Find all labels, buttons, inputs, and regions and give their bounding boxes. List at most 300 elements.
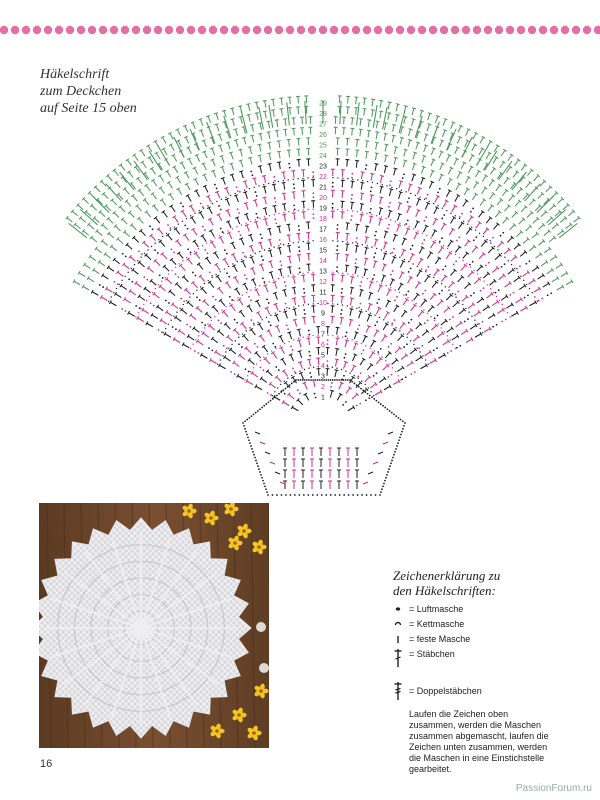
stitch-mark: [161, 252, 167, 258]
stitch-mark: [374, 321, 378, 326]
stitch-mark: [241, 260, 246, 267]
stitch-mark: [209, 230, 214, 237]
stitch-mark: [301, 459, 305, 467]
stitch-mark: [138, 261, 145, 267]
stitch-mark: [297, 329, 301, 336]
stitch-mark: [306, 253, 310, 260]
stitch-mark: [472, 246, 478, 253]
legend-item-slip: [393, 617, 593, 632]
stitch-mark: [350, 128, 354, 135]
stitch-mark: [350, 277, 354, 284]
stitch-mark: [237, 298, 243, 305]
stitch-mark: [289, 354, 294, 361]
stitch-mark: [223, 345, 228, 349]
stitch-mark: [370, 173, 374, 180]
stitch-mark: [154, 259, 160, 265]
stitch-mark: [280, 261, 283, 267]
stitch-mark: [384, 133, 388, 140]
stitch-mark: [503, 217, 509, 224]
stitch-mark: [482, 187, 488, 194]
stitch-mark: [128, 278, 133, 282]
stitch-mark: [255, 351, 261, 357]
stitch-mark: [243, 192, 247, 199]
stitch-mark: [126, 159, 132, 166]
stitch-mark: [336, 138, 340, 145]
stitch-mark: [355, 237, 358, 243]
stitch-mark: [191, 281, 197, 288]
stitch-mark: [431, 241, 436, 248]
stitch-mark: [82, 285, 89, 290]
stitch-mark: [214, 263, 220, 270]
stitch-mark: [229, 152, 233, 159]
stitch-mark: [193, 240, 199, 247]
stitch-mark: [203, 185, 208, 192]
stitch-mark: [227, 232, 232, 239]
stitch-mark: [446, 294, 452, 300]
stitch-mark: [345, 265, 349, 272]
stitch-mark: [311, 201, 315, 208]
stitch-mark: [328, 459, 332, 467]
stitch-mark: [282, 214, 286, 221]
stitch-mark: [506, 303, 513, 308]
stitch-mark: [287, 150, 291, 157]
stitch-mark: [252, 178, 256, 185]
stitch-mark: [283, 129, 287, 136]
stitch-mark: [246, 104, 250, 111]
stitch-mark: [233, 361, 240, 367]
stitch-mark: [563, 203, 570, 209]
stitch-mark: [374, 330, 379, 337]
stitch-mark: [168, 193, 174, 200]
stitch-mark: [388, 202, 391, 208]
stitch-mark: [247, 305, 252, 312]
stitch-mark: [509, 194, 515, 201]
stitch-mark: [501, 295, 508, 301]
row-number-label: 11: [319, 289, 327, 297]
stitch-mark: [387, 289, 392, 296]
stitch-mark: [225, 281, 231, 288]
stitch-mark: [351, 194, 353, 200]
stitch-mark: [499, 274, 506, 280]
stitch-mark: [371, 99, 375, 106]
stitch-mark: [208, 347, 213, 351]
stitch-mark: [361, 388, 368, 394]
stitch-mark: [346, 233, 350, 240]
stitch-mark: [274, 314, 279, 321]
row-number-label: 6: [321, 342, 325, 349]
row-number-label: 3: [321, 373, 325, 381]
stitch-mark: [504, 248, 510, 254]
stitch-mark: [514, 243, 521, 249]
stitch-mark: [159, 285, 166, 291]
stitch-mark: [202, 226, 206, 231]
legend-label: = Stäbchen: [409, 649, 455, 659]
diagram-row-numbers: [319, 101, 327, 402]
stitch-mark: [200, 353, 207, 358]
stitch-mark: [516, 265, 521, 269]
stitch-mark: [405, 291, 409, 296]
stitch-mark: [521, 205, 527, 211]
stitch-mark: [355, 160, 359, 167]
stitch-mark: [495, 253, 501, 259]
stitch-mark: [296, 107, 300, 114]
stitch-mark: [345, 159, 349, 166]
stitch-mark: [99, 284, 104, 288]
stitch-mark: [552, 223, 559, 229]
stitch-mark: [382, 275, 387, 282]
row-number-label: 5: [321, 352, 325, 360]
stitch-mark: [486, 216, 492, 223]
stitch-mark: [326, 327, 330, 334]
stitch-mark: [385, 144, 389, 151]
stitch-mark: [258, 155, 262, 162]
stitch-mark: [399, 272, 404, 279]
stitch-mark: [363, 98, 367, 105]
stitch-mark: [214, 184, 217, 189]
stitch-mark: [574, 216, 581, 222]
stitch-mark: [129, 289, 136, 295]
stitch-mark: [346, 138, 350, 145]
stitch-mark: [165, 300, 170, 304]
stitch-mark: [365, 237, 369, 244]
stitch-mark: [142, 308, 149, 313]
stitch-mark: [316, 348, 320, 355]
stitch-mark: [343, 353, 346, 359]
stitch-mark: [354, 332, 358, 339]
stitch-mark: [489, 192, 495, 199]
stitch-mark: [164, 332, 171, 337]
stitch-mark: [259, 335, 265, 342]
stitch-mark: [477, 265, 483, 271]
stitch-mark: [234, 195, 238, 202]
stitch-mark: [350, 287, 354, 294]
stitch-mark: [220, 166, 224, 173]
stitch-mark: [292, 368, 296, 373]
stitch-mark: [346, 459, 350, 467]
stitch-mark: [435, 195, 440, 202]
stitch-mark: [102, 192, 108, 198]
stitch-mark: [232, 265, 237, 272]
stitch-mark: [145, 253, 151, 259]
stitch-mark: [392, 135, 396, 142]
stitch-mark: [389, 180, 392, 186]
stitch-mark: [532, 232, 539, 238]
stitch-mark: [337, 459, 341, 467]
stitch-mark: [101, 274, 108, 280]
stitch-mark: [380, 186, 384, 193]
stitch-mark: [219, 364, 226, 369]
stitch-mark: [350, 308, 354, 315]
stitch-mark: [340, 317, 344, 324]
stitch-mark: [292, 448, 296, 456]
stitch-mark: [485, 262, 490, 267]
stitch-mark: [336, 148, 340, 155]
stitch-mark: [245, 347, 251, 353]
stitch-mark: [254, 221, 258, 228]
stitch-mark: [497, 241, 503, 247]
stitch-mark: [547, 268, 554, 274]
stitch-mark: [268, 321, 272, 326]
stitch-mark: [257, 323, 262, 330]
stitch-mark: [418, 310, 424, 317]
stitch-mark: [561, 271, 568, 276]
stitch-mark: [171, 248, 175, 253]
stitch-mark: [214, 350, 221, 356]
stitch-mark: [328, 470, 332, 478]
stitch-mark: [202, 174, 207, 181]
stitch-legend: [393, 568, 593, 775]
single-crochet-icon: [393, 632, 407, 646]
stitch-mark: [311, 295, 315, 302]
stitch-mark: [135, 205, 141, 212]
stitch-mark: [194, 350, 199, 354]
stitch-mark: [212, 305, 218, 311]
treble-crochet-icon: [393, 681, 407, 701]
stitch-mark: [382, 335, 388, 342]
stitch-mark: [204, 249, 208, 254]
stitch-mark: [417, 270, 422, 277]
stitch-mark: [512, 211, 518, 218]
stitch-mark: [331, 211, 335, 218]
stitch-mark: [121, 308, 126, 312]
stitch-mark: [261, 255, 264, 261]
stitch-mark: [187, 301, 194, 307]
stitch-mark: [442, 130, 447, 137]
stitch-mark: [345, 340, 349, 347]
stitch-mark: [523, 237, 530, 243]
stitch-mark: [260, 234, 263, 240]
stitch-mark: [398, 334, 404, 341]
stitch-mark: [384, 123, 388, 130]
stitch-mark: [543, 282, 550, 287]
stitch-mark: [544, 229, 551, 235]
stitch-mark: [184, 225, 188, 230]
stitch-mark: [374, 261, 378, 268]
stitch-mark: [311, 380, 315, 387]
stitch-mark: [260, 367, 265, 372]
stitch-mark: [416, 198, 421, 205]
stitch-mark: [374, 231, 377, 237]
stitch-mark: [152, 204, 158, 211]
stitch-mark: [292, 308, 296, 315]
stitch-mark: [242, 137, 246, 144]
stitch-mark: [541, 260, 548, 266]
stitch-mark: [422, 330, 429, 336]
stitch-mark: [341, 275, 345, 282]
stitch-mark: [345, 254, 349, 261]
stitch-mark: [474, 277, 480, 283]
stitch-mark: [484, 327, 491, 332]
stitch-mark: [209, 272, 213, 277]
stitch-mark: [515, 159, 521, 166]
stitch-mark: [100, 295, 107, 300]
stitch-mark: [489, 179, 495, 186]
stitch-mark: [341, 191, 345, 198]
stitch-mark: [552, 276, 559, 281]
stitch-mark: [379, 208, 383, 215]
stitch-mark: [128, 311, 135, 316]
stitch-mark: [129, 255, 136, 261]
stitch-mark: [462, 295, 469, 301]
stitch-mark: [230, 174, 234, 181]
stitch-mark: [557, 197, 563, 203]
stitch-mark: [408, 184, 412, 191]
stitch-mark: [244, 213, 248, 220]
stitch-mark: [523, 271, 530, 277]
stitch-mark: [293, 319, 297, 326]
stitch-mark: [271, 352, 277, 359]
stitch-mark: [311, 306, 315, 313]
stitch-mark: [87, 223, 94, 229]
stitch-mark: [255, 300, 260, 307]
stitch-mark: [311, 180, 315, 187]
stitch-mark: [229, 163, 233, 170]
stitch-mark: [249, 245, 253, 252]
stitch-mark: [310, 470, 314, 478]
stitch-mark: [185, 183, 190, 190]
stitch-mark: [239, 171, 243, 178]
stitch-mark: [319, 470, 323, 478]
stitch-mark: [367, 130, 371, 137]
stitch-mark: [296, 233, 300, 240]
stitch-mark: [500, 161, 506, 168]
stitch-mark: [476, 221, 482, 228]
stitch-mark: [367, 120, 371, 127]
stitch-mark: [292, 459, 296, 467]
stitch-mark: [229, 296, 233, 301]
stitch-mark: [186, 147, 191, 154]
stitch-mark: [73, 280, 80, 285]
stitch-mark: [425, 350, 432, 356]
stitch-mark: [135, 281, 142, 287]
stitch-mark: [184, 288, 190, 294]
stitch-mark: [490, 279, 497, 285]
stitch-mark: [447, 350, 452, 354]
stitch-mark: [511, 311, 518, 316]
stitch-mark: [233, 276, 238, 283]
stitch-mark: [279, 98, 283, 105]
stitch-mark: [306, 148, 310, 155]
stitch-mark: [375, 132, 379, 139]
stitch-mark: [211, 337, 218, 343]
stitch-mark: [273, 176, 276, 182]
stitch-mark: [350, 298, 354, 305]
stitch-mark: [316, 369, 320, 376]
stitch-mark: [190, 216, 195, 223]
stitch-mark: [266, 298, 269, 303]
stitch-mark: [230, 242, 235, 249]
stitch-mark: [168, 132, 173, 139]
stitch-mark: [520, 306, 527, 311]
stitch-mark: [194, 252, 200, 259]
stitch-mark: [142, 241, 148, 247]
stitch-mark: [191, 228, 197, 235]
stitch-mark: [359, 311, 363, 318]
stitch-mark: [492, 300, 499, 306]
stitch-mark: [508, 154, 514, 161]
stitch-mark: [292, 481, 296, 489]
scallop-mark: [69, 151, 162, 238]
stitch-mark: [141, 161, 147, 168]
stitch-mark: [296, 96, 300, 103]
legend-title-line-2: den Häkelschriften:: [393, 583, 496, 598]
stitch-mark: [147, 266, 154, 272]
stitch-mark: [538, 274, 545, 280]
stitch-mark: [455, 194, 460, 201]
stitch-mark: [296, 398, 302, 404]
stitch-mark: [104, 204, 110, 210]
stitch-mark: [218, 145, 222, 152]
stitch-mark: [424, 319, 429, 324]
stitch-mark: [208, 324, 215, 330]
stitch-mark: [123, 230, 129, 236]
stitch-mark: [327, 339, 329, 345]
stitch-mark: [120, 284, 127, 290]
stitch-mark: [175, 273, 180, 278]
stitch-mark: [382, 264, 386, 271]
stitch-mark: [297, 340, 301, 347]
stitch-mark: [239, 116, 243, 123]
stitch-mark: [268, 250, 272, 257]
legend-item-single: [393, 632, 593, 647]
stitch-mark: [170, 205, 176, 212]
stitch-mark: [282, 370, 288, 377]
stitch-mark: [428, 337, 435, 343]
row-number-label: 4: [321, 363, 325, 370]
stitch-mark: [521, 164, 527, 171]
stitch-mark: [238, 231, 241, 236]
stitch-mark: [209, 358, 216, 363]
stitch-mark: [180, 202, 184, 207]
stitch-mark: [279, 239, 282, 245]
stitch-mark: [437, 188, 441, 193]
stitch-mark: [459, 213, 463, 218]
stitch-mark: [237, 208, 240, 214]
stitch-mark: [370, 195, 374, 202]
stitch-mark: [308, 351, 311, 357]
stitch-mark: [421, 177, 425, 184]
stitch-mark: [384, 155, 388, 162]
stitch-mark: [364, 258, 368, 265]
stitch-mark: [206, 115, 210, 122]
stitch-mark: [326, 369, 330, 376]
stitch-mark: [248, 146, 252, 153]
stitch-mark: [463, 252, 469, 259]
stitch-mark: [160, 318, 167, 323]
stitch-mark: [250, 124, 254, 131]
stitch-mark: [414, 232, 419, 239]
stitch-mark: [336, 253, 340, 260]
stitch-mark: [167, 181, 172, 188]
stitch-mark: [151, 179, 157, 186]
stitch-mark: [442, 265, 446, 270]
stitch-mark: [272, 184, 276, 191]
stitch-mark: [379, 377, 386, 383]
stitch-mark: [221, 177, 225, 184]
stitch-mark: [165, 277, 171, 283]
stitch-mark: [505, 281, 512, 287]
stitch-mark: [267, 132, 271, 139]
stitch-mark: [314, 393, 317, 399]
stitch-mark: [308, 117, 312, 124]
stitch-mark: [365, 164, 367, 170]
stitch-mark: [137, 217, 143, 224]
stitch-mark: [299, 372, 304, 379]
stitch-mark: [122, 263, 129, 269]
stitch-mark: [520, 250, 527, 256]
stitch-mark: [275, 120, 279, 127]
stitch-mark: [83, 263, 90, 269]
